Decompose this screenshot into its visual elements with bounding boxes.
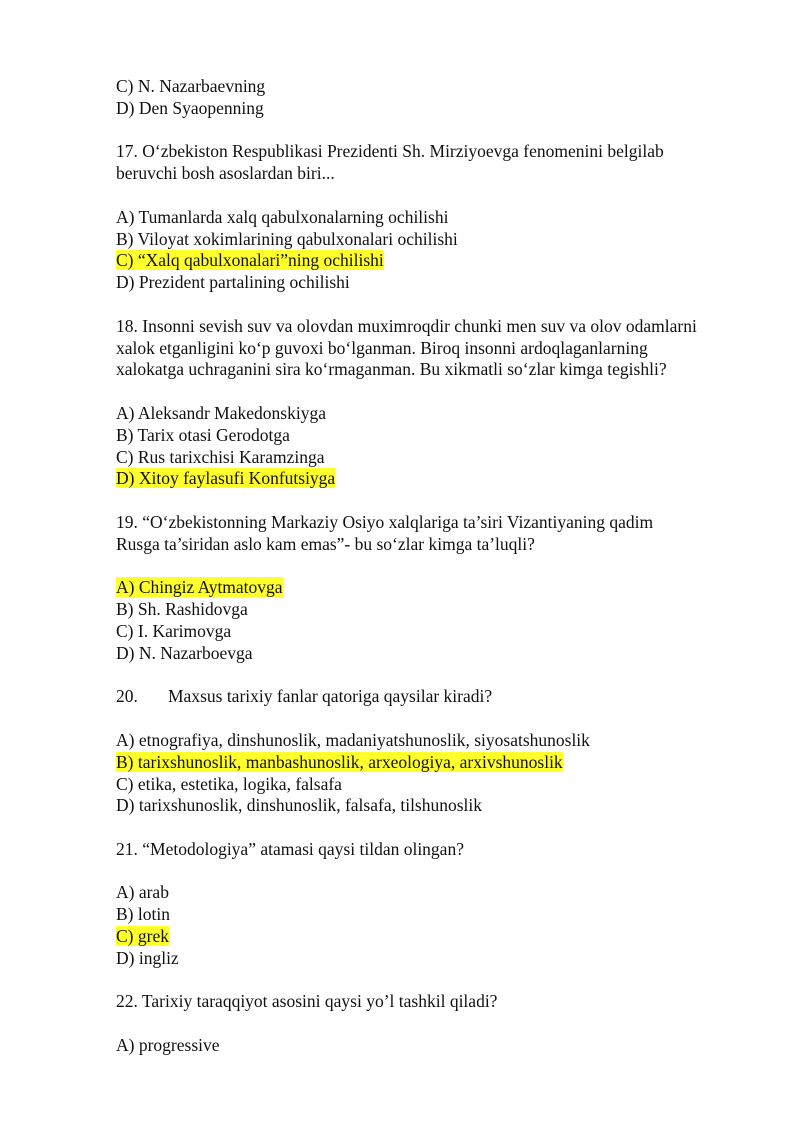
answer-highlight: B) tarixshunoslik, manbashunoslik, arxeologiya, arxivshunoslik	[116, 751, 563, 772]
question-17-text-line-2: beruvchi bosh asoslardan biri...	[116, 163, 335, 184]
spacer	[116, 120, 756, 142]
option-19-b: B) Sh. Rashidovga	[116, 599, 248, 620]
option-21-d: D) ingliz	[116, 947, 179, 968]
option-21-b: B) lotin	[116, 904, 170, 925]
option-21-a: A) arab	[116, 882, 169, 903]
question-21-text: 21. “Metodologiya” atamasi qaysi tildan olingan?	[116, 838, 464, 859]
option-22-a: A) progressive	[116, 1035, 220, 1056]
option-18-b: B) Tarix otasi Gerodotga	[116, 424, 290, 445]
question-18-text-line-1: 18. Insonni sevish suv va olovdan muximroqdir chunki men suv va olov odamlarni	[116, 315, 697, 336]
question-22	[116, 991, 756, 1056]
question-19-text-line-2: Rusga ta’siridan aslo kam emas”- bu so‘zlar kimga ta’luqli?	[116, 533, 535, 554]
option-17-c-correct	[116, 250, 756, 272]
spacer	[116, 665, 756, 687]
question-19-text-line-1: 19. “O‘zbekistonning Markaziy Osiyo xalqlariga ta’siri Vizantiyaning qadim	[116, 511, 654, 532]
option-20-b-correct	[116, 752, 756, 774]
option-17-a: A) Tumanlarda xalq qabulxonalarning ochilishi	[116, 206, 449, 227]
spacer	[116, 294, 756, 316]
spacer	[116, 861, 756, 883]
option-18-c: C) Rus tarixchisi Karamzinga	[116, 446, 325, 467]
question-19	[116, 512, 756, 665]
option-17-d: D) Prezident partalining ochilishi	[116, 272, 350, 293]
option-19-d: D) N. Nazarboevga	[116, 642, 253, 663]
answer-highlight: D) Xitoy faylasufi Konfutsiyga	[116, 468, 336, 489]
question-20-text	[116, 686, 756, 708]
option-20-c: C) etika, estetika, logika, falsafa	[116, 773, 342, 794]
question-20-prompt: Maxsus tarixiy fanlar qatoriga qaysilar kiradi?	[168, 686, 493, 707]
spacer	[116, 381, 756, 403]
spacer	[116, 1013, 756, 1035]
spacer	[116, 970, 756, 992]
question-20-number: 20.	[116, 686, 138, 707]
answer-highlight: A) Chingiz Aytmatovga	[116, 577, 283, 598]
question-18	[116, 316, 756, 490]
question-17	[116, 141, 756, 294]
document-page	[116, 76, 756, 1057]
option-18-d-correct	[116, 468, 756, 490]
question-17-text-line-1: 17. O‘zbekiston Respublikasi Prezidenti Sh. Mirziyoevga fenomenini belgilab	[116, 141, 664, 162]
question-18-text-line-2: xalok etganligini ko‘p guvoxi bo‘lganman. Biroq insonni ardoqlaganlarning	[116, 337, 648, 358]
question-20	[116, 686, 756, 817]
option-19-a-correct	[116, 577, 756, 599]
option-17-b: B) Viloyat xokimlarining qabulxonalari ochilishi	[116, 228, 458, 249]
spacer	[116, 708, 756, 730]
spacer	[116, 817, 756, 839]
question-16-options	[116, 76, 756, 120]
option-16-c: C) N. Nazarbaevning	[116, 76, 266, 96]
spacer	[116, 185, 756, 207]
answer-highlight: C) grek	[116, 926, 169, 947]
spacer	[116, 490, 756, 512]
option-18-a: A) Aleksandr Makedonskiyga	[116, 402, 326, 423]
option-21-c-correct	[116, 926, 756, 948]
option-20-a: A) etnografiya, dinshunoslik, madaniyatshunoslik, siyosatshunoslik	[116, 729, 590, 750]
question-22-text: 22. Tarixiy taraqqiyot asosini qaysi yo’l tashkil qiladi?	[116, 991, 498, 1012]
spacer	[116, 556, 756, 578]
question-21	[116, 839, 756, 970]
option-20-d: D) tarixshunoslik, dinshunoslik, falsafa, tilshunoslik	[116, 795, 483, 816]
question-18-text-line-3: xalokatga uchraganini sira ko‘rmaganman. Bu xikmatli so‘zlar kimga tegishli?	[116, 359, 667, 380]
option-16-d: D) Den Syaopenning	[116, 97, 264, 118]
answer-highlight: C) “Xalq qabulxonalari”ning ochilishi	[116, 250, 384, 271]
option-19-c: C) I. Karimovga	[116, 620, 232, 641]
